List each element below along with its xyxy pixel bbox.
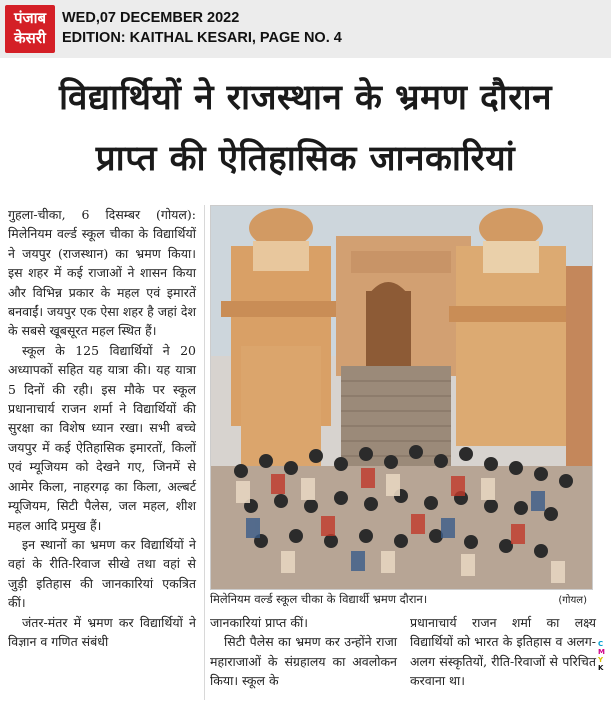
cmyk-m: M bbox=[598, 648, 605, 656]
photo-caption bbox=[210, 592, 593, 607]
headline-line-1: विद्यार्थियों ने राजस्थान के भ्रमण दौरान bbox=[58, 78, 553, 118]
article-left-column bbox=[8, 205, 196, 651]
cmyk-c: C bbox=[598, 640, 604, 648]
punjab-kesari-logo bbox=[5, 5, 55, 53]
edition-name: EDITION: KAITHAL KESARI, PAGE NO. 4 bbox=[62, 30, 342, 46]
logo-line-1: पंजाब bbox=[13, 9, 47, 27]
logo-line-2: केसरी bbox=[14, 29, 46, 47]
group-photo bbox=[210, 205, 593, 590]
publication-date: WED,07 DECEMBER 2022 bbox=[62, 10, 240, 26]
cmyk-registration-marks bbox=[598, 640, 608, 672]
headline-line-2: प्राप्त की ऐतिहासिक जानकारियां bbox=[95, 139, 516, 179]
article-paragraph-4: जंतर-मंतर में भ्रमण कर विद्यार्थियों ने विज्ञान व गणित संबंधी bbox=[8, 614, 196, 649]
photo-credit: (गोयल) bbox=[558, 595, 587, 606]
cmyk-k: K bbox=[598, 664, 604, 672]
column-divider bbox=[204, 205, 205, 700]
article-paragraph-1: गुहला-चीका, 6 दिसम्बर (गोयल): मिलेनियम वर्ल्ड स्कूल चीका के विद्यार्थियों ने जयपुर (राजस्थान) का भ्रमण किया। इस शहर में कई राजाओं ने शासन किया और विभिन्न प्रकार के महल एवं इमारतें बनवाईं। जयपुर एक ऐसा शहर है जहां देश के सबसे खूबसूरत महल स्थित हैं। bbox=[8, 207, 196, 339]
group-photo-illustration bbox=[211, 206, 593, 590]
middle-column-paragraph: सिटी पैलेस का भ्रमण कर उन्होंने राजा महाराजाओं के संग्रहालय का अवलोकन किया। स्कूल के bbox=[210, 634, 397, 689]
masthead-bar bbox=[0, 0, 611, 58]
article-right-column bbox=[410, 613, 596, 691]
right-column-continuation: प्रधानाचार्य राजन शर्मा का लक्ष्य विद्यार्थियों को भारत के इतिहास व अलग-अलग संस्कृतियों, रीति-रिवाजों से परिचित करवाना था। bbox=[410, 615, 596, 689]
middle-column-continuation: जानकारियां प्राप्त कीं। bbox=[210, 615, 308, 630]
caption-text: मिलेनियम वर्ल्ड स्कूल चीका के विद्यार्थी भ्रमण दौरान। bbox=[210, 592, 428, 606]
article-paragraph-3: इन स्थानों का भ्रमण कर विद्यार्थियों ने वहां के रीति-रिवाज सीखे तथा वहां से जुड़ी इतिहास की जानकारियां एकत्रित कीं। bbox=[8, 536, 196, 611]
edition-info bbox=[62, 8, 342, 48]
article-paragraph-2: स्कूल के 125 विद्यार्थियों ने 20 अध्यापकों सहित यह यात्रा की। यह यात्रा 5 दिनों की रही। इस मौके पर स्कूल प्रधानाचार्य राजन शर्मा ने विद्यार्थियों की सुरक्षा का विशेष ध्यान रखा। सभी बच्चे जयपुर में कई ऐतिहासिक इमारतों, किलों एवं म्यूजियम को देखने गए, जिनमें से आमेर किला, नाहरगढ़ का किला, अल्बर्ट म्यूजियम, सिटी पैलेस, जल महल, शीश महल आदि प्रमुख हैं। bbox=[8, 342, 196, 533]
cmyk-y: Y bbox=[598, 656, 604, 664]
article-middle-column bbox=[210, 613, 397, 691]
